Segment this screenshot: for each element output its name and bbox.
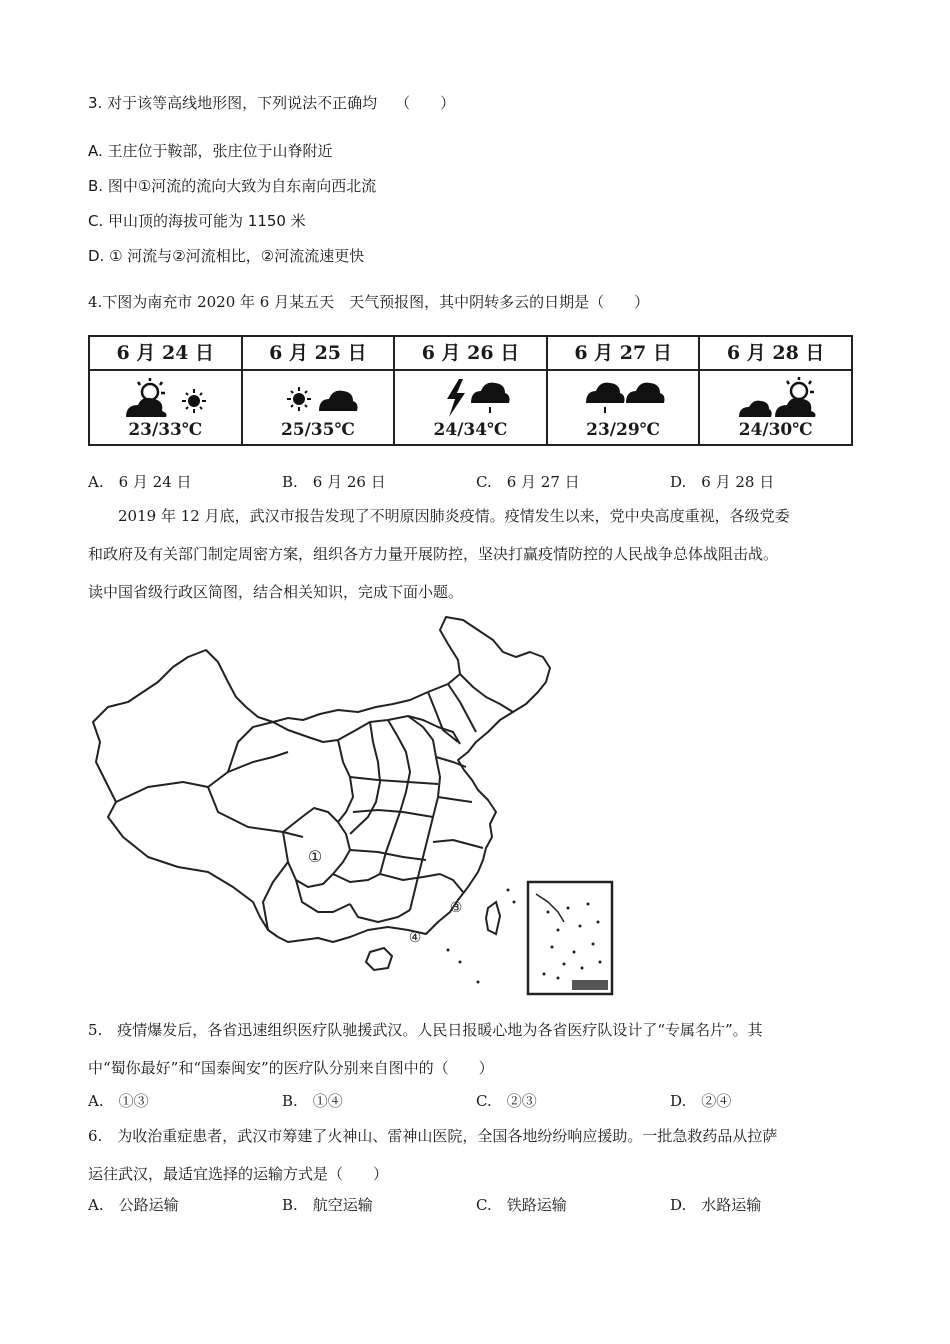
q4-options <box>88 471 848 493</box>
forecast-date: 6 月 25 日 <box>243 337 394 371</box>
q5-stem <box>88 1011 853 1087</box>
passage-line: 读中国省级行政区简图，结合相关知识，完成下面小题。 <box>88 583 464 601</box>
taiwan-island <box>486 902 500 934</box>
q6-option-a: A. 公路运输 <box>88 1196 179 1214</box>
forecast-temp: 24/34℃ <box>433 420 508 440</box>
q3-stem-text: 3. 对于该等高线地形图，下列说法不正确均 <box>88 94 378 112</box>
cloud-icon <box>626 383 665 403</box>
forecast-temp: 23/33℃ <box>128 420 203 440</box>
q5-option-a: A. ①③ <box>88 1092 149 1110</box>
q5-option-d: D. ②④ <box>670 1092 732 1110</box>
thunder-icon <box>447 379 465 417</box>
sun-icon <box>287 387 311 411</box>
light-rain-icon <box>586 383 625 413</box>
q5-stem-line: 5. 疫情爆发后，各省迅速组织医疗队驰援武汉。人民日报暖心地为各省医疗队设计了“专属名片”。其 <box>88 1021 763 1039</box>
q6-options <box>88 1194 848 1216</box>
forecast-day <box>243 337 396 444</box>
cloud-icon <box>739 401 772 417</box>
partly-cloudy-icon <box>126 378 167 417</box>
q6-option-c: C. 铁路运输 <box>476 1196 567 1214</box>
q5-stem-line: 中“蜀你最好”和“国泰闽安”的医疗队分别来自图中的（ ） <box>88 1059 494 1077</box>
passage-line: 和政府及有关部门制定周密方案，组织各方力量开展防控，坚决打赢疫情防控的人民战争总体战阻击战。 <box>88 545 779 563</box>
q4-option-a: A. 6 月 24 日 <box>88 473 192 491</box>
forecast-temp: 25/35℃ <box>280 420 355 440</box>
q3-option-c: C. 甲山顶的海拔可能为 1150 米 <box>88 212 306 230</box>
map-marker-3: ③ <box>449 900 463 916</box>
partly-cloudy-icon <box>775 377 816 417</box>
q4-option-c: C. 6 月 27 日 <box>476 473 580 491</box>
map-marker-1: ① <box>307 847 323 866</box>
q4-option-b: B. 6 月 26 日 <box>282 473 386 491</box>
q3-option-a: A. 王庄位于鞍部，张庄位于山脊附近 <box>88 142 333 160</box>
q5-option-b: B. ①④ <box>282 1092 343 1110</box>
forecast-date: 6 月 28 日 <box>700 337 851 371</box>
q3-option-d: D. ① 河流与②河流相比，②河流流速更快 <box>88 247 365 265</box>
forecast-day <box>700 337 851 444</box>
south-china-sea-inset <box>528 882 612 994</box>
forecast-day <box>548 337 701 444</box>
forecast-date: 6 月 27 日 <box>548 337 699 371</box>
light-rain-icon <box>471 383 510 413</box>
q6-option-d: D. 水路运输 <box>670 1196 762 1214</box>
passage <box>88 497 853 611</box>
q4-option-d: D. 6 月 28 日 <box>670 473 775 491</box>
forecast-date: 6 月 26 日 <box>395 337 546 371</box>
q3-option-b: B. 图中①河流的流向大致为自东南向西北流 <box>88 177 377 195</box>
q5-option-c: C. ②③ <box>476 1092 537 1110</box>
sun-icon <box>182 389 206 413</box>
q4-stem: 4.下图为南充市 2020 年 6 月某五天 天气预报图，其中阴转多云的日期是（ ） <box>88 293 650 311</box>
hainan-island <box>366 948 392 970</box>
q6-stem-line: 6. 为收治重症患者，武汉市筹建了火神山、雷神山医院，全国各地纷纷响应援助。一批急救药品从拉萨 <box>88 1127 778 1145</box>
china-province-map <box>88 612 618 997</box>
passage-line: 2019 年 12 月底，武汉市报告发现了不明原因肺炎疫情。疫情发生以来，党中央高度重视，各级党委 <box>118 507 790 525</box>
forecast-date: 6 月 24 日 <box>90 337 241 371</box>
q5-options <box>88 1090 848 1112</box>
forecast-day <box>395 337 548 444</box>
q6-stem-line: 运往武汉，最适宜选择的运输方式是（ ） <box>88 1165 389 1183</box>
q6-option-b: B. 航空运输 <box>282 1196 373 1214</box>
q3-answer-paren: （ ） <box>395 94 456 112</box>
cloud-icon <box>319 391 358 411</box>
forecast-temp: 23/29℃ <box>586 420 661 440</box>
weather-forecast-table <box>88 335 853 446</box>
forecast-day <box>90 337 243 444</box>
forecast-temp: 24/30℃ <box>738 420 813 440</box>
china-outline <box>93 617 550 942</box>
q6-stem <box>88 1117 853 1193</box>
q3-stem <box>88 92 455 113</box>
map-marker-4: ④ <box>408 930 422 946</box>
